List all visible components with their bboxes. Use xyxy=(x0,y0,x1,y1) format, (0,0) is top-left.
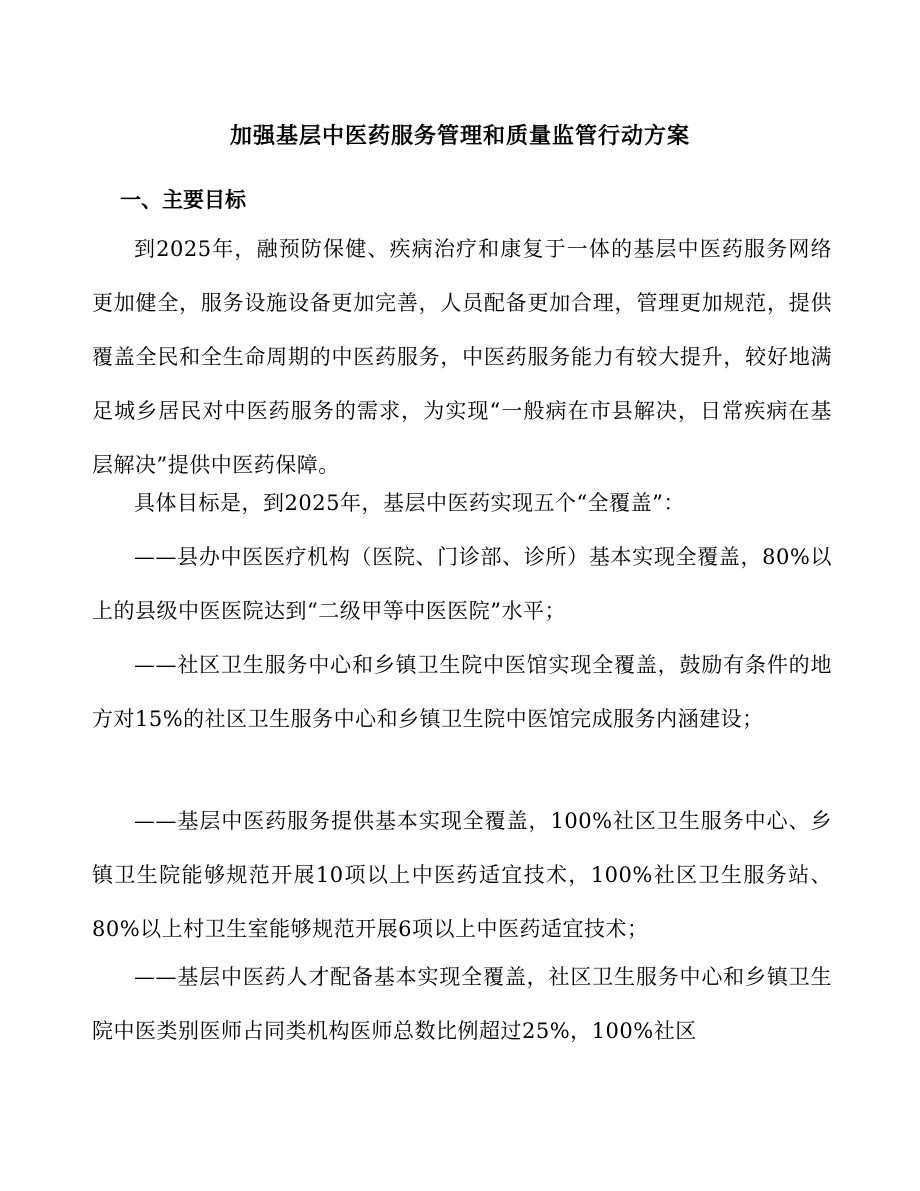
section-heading: 一、主要目标 xyxy=(120,187,246,212)
paragraph-county-institutions: ——县办中医医疗机构（医院、门诊部、诊所）基本实现全覆盖，80%以上的县级中医医院达到“二级甲等中医医院”水平； xyxy=(92,545,832,623)
paragraph-tcm-halls: ——社区卫生服务中心和乡镇卫生院中医馆实现全覆盖，鼓励有条件的地方对15%的社区卫生服务中心和乡镇卫生院中医馆完成服务内涵建设； xyxy=(92,653,832,731)
paragraph-specific-goals: 具体目标是，到2025年，基层中医药实现五个“全覆盖”： xyxy=(134,491,685,515)
paragraph-service-provision: ——基层中医药服务提供基本实现全覆盖，100%社区卫生服务中心、乡镇卫生院能够规范开展10项以上中医药适宜技术，100%社区卫生服务站、80%以上村卫生室能够规范开展6项以上中医药适宜技术； xyxy=(92,809,832,941)
paragraph-goal-overview: 到2025年，融预防保健、疾病治疗和康复于一体的基层中医药服务网络更加健全，服务设施设备更加完善，人员配备更加合理，管理更加规范，提供覆盖全民和全生命周期的中医药服务，中医药服务能力有较大提升，较好地满足城乡居民对中医药服务的需求，为实现“一般病在市县解决，日常疾病在基层解决”提供中医药保障。 xyxy=(92,237,832,477)
document-title: 加强基层中医药服务管理和质量监管行动方案 xyxy=(229,123,690,149)
paragraph-talent-staffing: ——基层中医药人才配备基本实现全覆盖，社区卫生服务中心和乡镇卫生院中医类别医师占同类机构医师总数比例超过25%，100%社区 xyxy=(92,965,832,1043)
